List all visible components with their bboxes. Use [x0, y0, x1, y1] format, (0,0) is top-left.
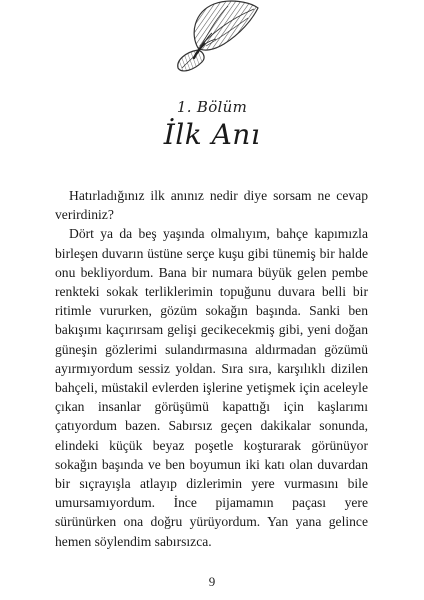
chapter-number: 1. Bölüm: [176, 98, 248, 116]
body-text: [55, 186, 368, 551]
page-number: 9: [208, 574, 216, 589]
chapter-title: İlk Anı: [163, 118, 261, 151]
paragraph: Hatırladığınız ilk anınız nedir diye sorsam ne cevap verirdiniz?: [55, 188, 368, 223]
paragraph: Dört ya da beş yaşında olmalıyım, bahçe kapımızla birleşen duvarın üstüne serçe kuşu gibi tünemiş bir halde onu bekliyordum. Bana bir numara büyük gelen pembe renkteki sokak terliklerimin topuğunu duvara belli bir ritimle vururken, gözüm sokağın başında. Sanki ben bakışımı kaçırırsam gelişi gecikecekmiş gibi, yeni doğan güneşin gözlerimi sulandırmasına aldırmadan gözümü ayırmıyordum sessiz yoldan. Sıra sıra, karşılıklı dizilen bahçeli, müstakil evlerden işlerine yetişmek için aceleyle çıkan insanlar görüşümü kapattığı için kaşlarımı çatıyordum bazen. Sabırsız geçen dakikalar sonunda, elindeki küçük beyaz poşetle koşturarak görünüyor sokağın başında ve ben boyumun iki katı olan duvardan bir sıçrayışla atlayıp dizlerimin yere vurmasını bile umursamıyordum. İnce pijamamın paçası yere sürünürken ona doğru yürüyordum. Yan yana gelince hemen söylendim sabırsızca.: [55, 226, 368, 549]
butterfly-icon: [168, 0, 264, 74]
